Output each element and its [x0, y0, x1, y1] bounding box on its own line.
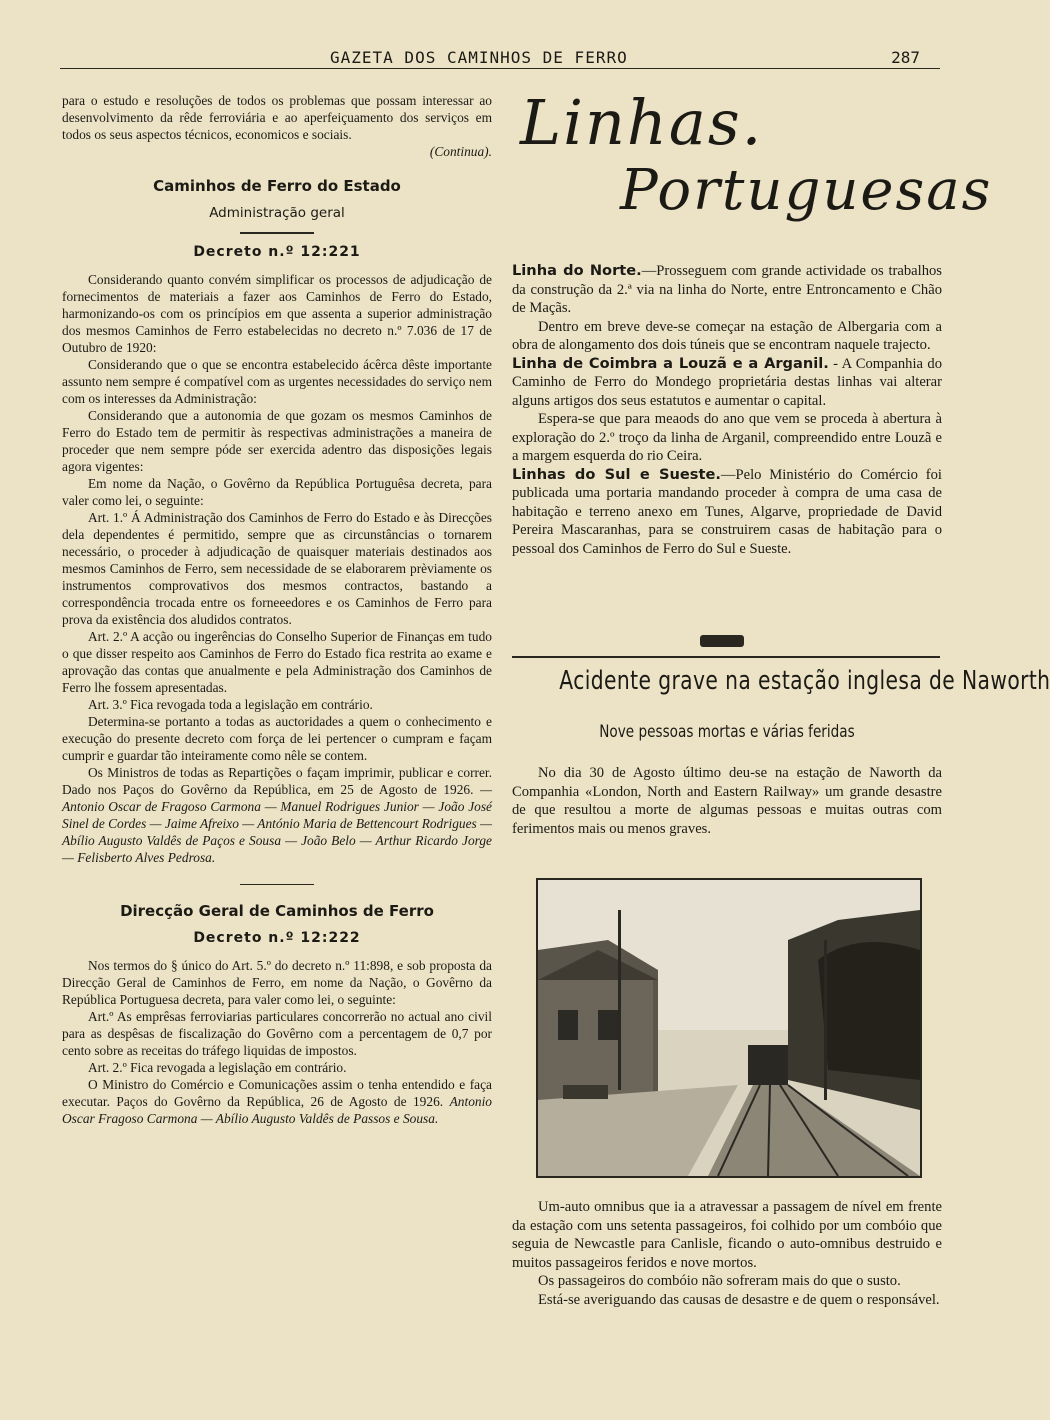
decree-paragraph: Considerando que a autonomia de que gozam os mesmos Caminhos de Ferro do Estado tem de permitir às respectivas administrações a maneira de proceder que nem sempre póde ser exercida adentro das disposições legais agora vigentes: [62, 407, 492, 474]
intro-paragraph: para o estudo e resoluções de todos os problemas que possam interessar ao desenvolvimento da rêde ferroviária e ao aperfeiçuamento dos serviços em todos os seus aspectos técnicos, economicos e sociais. [62, 93, 492, 142]
decree-article: Art.º As emprêsas ferroviarias particulares concorrerão no actual ano civil para as despêsas de fiscalização do Govêrno com a percentagem de 0,7 por cento sobre as receitas do tráfego liquidas de impostos. [62, 1009, 492, 1058]
accident-subheadline: Nove pessoas mortas e várias feridas [599, 722, 855, 742]
continua-note: (Continua). [429, 144, 492, 159]
masthead-line1: Linhas. [520, 86, 764, 159]
decree-article: Art. 2.º Fica revogada a legislação em contrário. [88, 1060, 347, 1075]
accident-intro [512, 764, 942, 838]
divider [240, 884, 314, 886]
decree-number-12222: Decreto n.º 12:222 [193, 930, 361, 946]
decree-paragraph: Nos termos do § único do Art. 5.º do decreto n.º 11:898, e sob proposta da Direcção Geral de Caminhos de Ferro, em nome da Nação, o Govêrno da República Portuguesa decreta, para valer como lei, o seguinte: [62, 958, 492, 1007]
news-item: Linha do Norte.—Prosseguem com grande actividade os trabalhos da construção da 2.ª via na linha do Norte, entre Entroncamento e Chão de Maçãs. [512, 262, 942, 316]
masthead-line2: Portuguesas [620, 158, 993, 223]
decree-paragraph: Considerando que o que se encontra estabelecido ácêrca dêste importante assunto nem sempre é compatível com as urgentes necessidades do serviço nem com os interesses da Administração: [62, 356, 492, 406]
accident-body [512, 1198, 942, 1309]
accident-paragraph: Está-se averiguando das causas de desastre e de quem o responsável. [538, 1291, 940, 1308]
decree-closing: O Ministro do Comércio e Comunicações assim o tenha entendido e faça executar. Paços do Govêrno da República, 26 de Agosto de 1926. Antonio Oscar Fragoso Carmona — Abílio Augusto Valdês de Passos e Sousa. [62, 1077, 492, 1126]
publication-title: GAZETA DOS CAMINHOS DE FERRO [330, 48, 628, 67]
accident-headline: Acidente grave na estação inglesa de Naworth [559, 666, 1050, 696]
news-item: Espera-se que para meaods do ano que vem se proceda à abertura à exploração do 2.º troço da linha de Arganil, compreendido entre Louzã e a margem esquerda do rio Ceira. [512, 411, 942, 464]
decree-article: Art. 1.º Á Administração dos Caminhos de Ferro do Estado e às Direcções dela dependentes é permitido, sempre que as circunstâncias o tornarem necessário, o proceder à adjudicação de quaisquer materiais destinados aos mesmos Caminhos de Ferro, sem necessidade de se elaborarem prèviamente os instrumentos comprovativos dos mesmos contractos, bastando a correspondência trocada entre os forneeedores e os Caminhos de Ferro para prova da existência dos aludidos contratos. [62, 509, 492, 627]
page-number: 287 [891, 48, 920, 67]
section-title-direccao: Direcção Geral de Caminhos de Ferro [120, 902, 434, 920]
divider [240, 232, 314, 234]
decree-closing: Os Ministros de todas as Repartições o façam imprimir, publicar e correr. Dado nos Paços do Govêrno da República, em 25 de Agosto de 1926. — Antonio Oscar de Fragoso Carmona — Manuel Rodrigues Junior — João José Sinel de Cordes — Jaime Afreixo — António Maria de Bettencourt Rodrigues — Abílio Augusto Valdês de Paços e Sousa — João Belo — Arthur Ricardo Jorge — Felisberto Alves Pedrosa. [62, 764, 492, 865]
news-items [512, 262, 942, 558]
divider [512, 656, 940, 658]
news-item: Dentro em breve deve-se começar na estação de Albergaria com a obra de alongamento dos dois túneis que se encontram naquele trajecto. [512, 318, 942, 353]
decree-article: Art. 3.º Fica revogada toda a legislação em contrário. [88, 696, 373, 712]
accident-paragraph: Um-auto omnibus que ia a atravessar a passagem de nível em frente da estação com uns setenta passageiros, foi colhido por um combóio que seguia de Newcastle para Canlisle, ficando o auto-omnibus destruido e muitos passageiros feridos e nove mortos. [512, 1199, 942, 1271]
station-photo [536, 878, 922, 1178]
decree-number-12221: Decreto n.º 12:221 [193, 243, 361, 260]
left-column [62, 92, 492, 1127]
news-item: Linhas do Sul e Sueste.—Pelo Ministério do Comércio foi publicada uma portaria mandando proceder à compra de uma casa de habitação e terreno anexo em Tunes, Algarve, propriedade de David Pereira Mascaranhas, para se construirem casas de habitação para o pessoal dos Caminhos de Ferro do Sul e Sueste. [512, 465, 942, 557]
section-title-estado: Caminhos de Ferro do Estado [153, 177, 401, 195]
accident-paragraph: Os passageiros do combóio não sofreram mais do que o susto. [538, 1273, 901, 1289]
running-header [60, 48, 940, 69]
decree-paragraph: Em nome da Nação, o Govêrno da República Portuguêsa decreta, para valer como lei, o seguinte: [62, 475, 492, 508]
section-subtitle: Administração geral [209, 205, 345, 221]
decree-article: Art. 2.º A acção ou ingerências do Conselho Superior de Finanças em tudo o que disser respeito aos Caminhos de Ferro do Estado fica restrita ao exame e aprovação das contas que anualmente e pela Administração dos Caminhos de Ferro lhe fossem apresentadas. [62, 628, 492, 695]
decree-paragraph: Determina-se portanto a todas as auctoridades a quem o conhecimento e execução do presente decreto com força de lei pertencer o cumpram e façam cumprir e guardar tão inteiramente como nêle se contem. [62, 713, 492, 763]
signatures: — Antonio Oscar de Fragoso Carmona — Manuel Rodrigues Junior — João José Sinel de Cordes — Jaime Afreixo — António Maria de Bettencourt Rodrigues — Abílio Augusto Valdês de Paços e Sousa — João Belo — Arthur Ricardo Jorge — Felisberto Alves Pedrosa. [62, 781, 492, 865]
news-item: Linha de Coimbra a Louzã e a Arganil. - A Companhia do Caminho de Ferro do Mondego proprietária destas linhas vai alterar alguns artigos dos seus estatutos e aumentar o capital. [512, 354, 942, 409]
signatures: Antonio Oscar Fragoso Carmona — Abílio Augusto Valdês de Passos e Sousa. [62, 1094, 492, 1126]
ornament-divider [700, 635, 744, 647]
section-masthead [510, 86, 993, 246]
decree-paragraph: Considerando quanto convém simplificar os processos de adjudicação de fornecimentos de materiais a fazer aos Caminhos de Ferro do Estado, harmonizando-os com os princípios em que assenta a superior administração dos mesmos Caminhos de Ferro estabelecidas no decreto n.º 7.036 de 17 de Outubro de 1920: [62, 271, 492, 355]
accident-paragraph: No dia 30 de Agosto último deu-se na estação de Naworth da Companhia «London, North and Eastern Railway» um grande desastre de que resultou a morte de algumas pessoas e muitas outras com ferimentos mais ou menos graves. [512, 765, 942, 837]
